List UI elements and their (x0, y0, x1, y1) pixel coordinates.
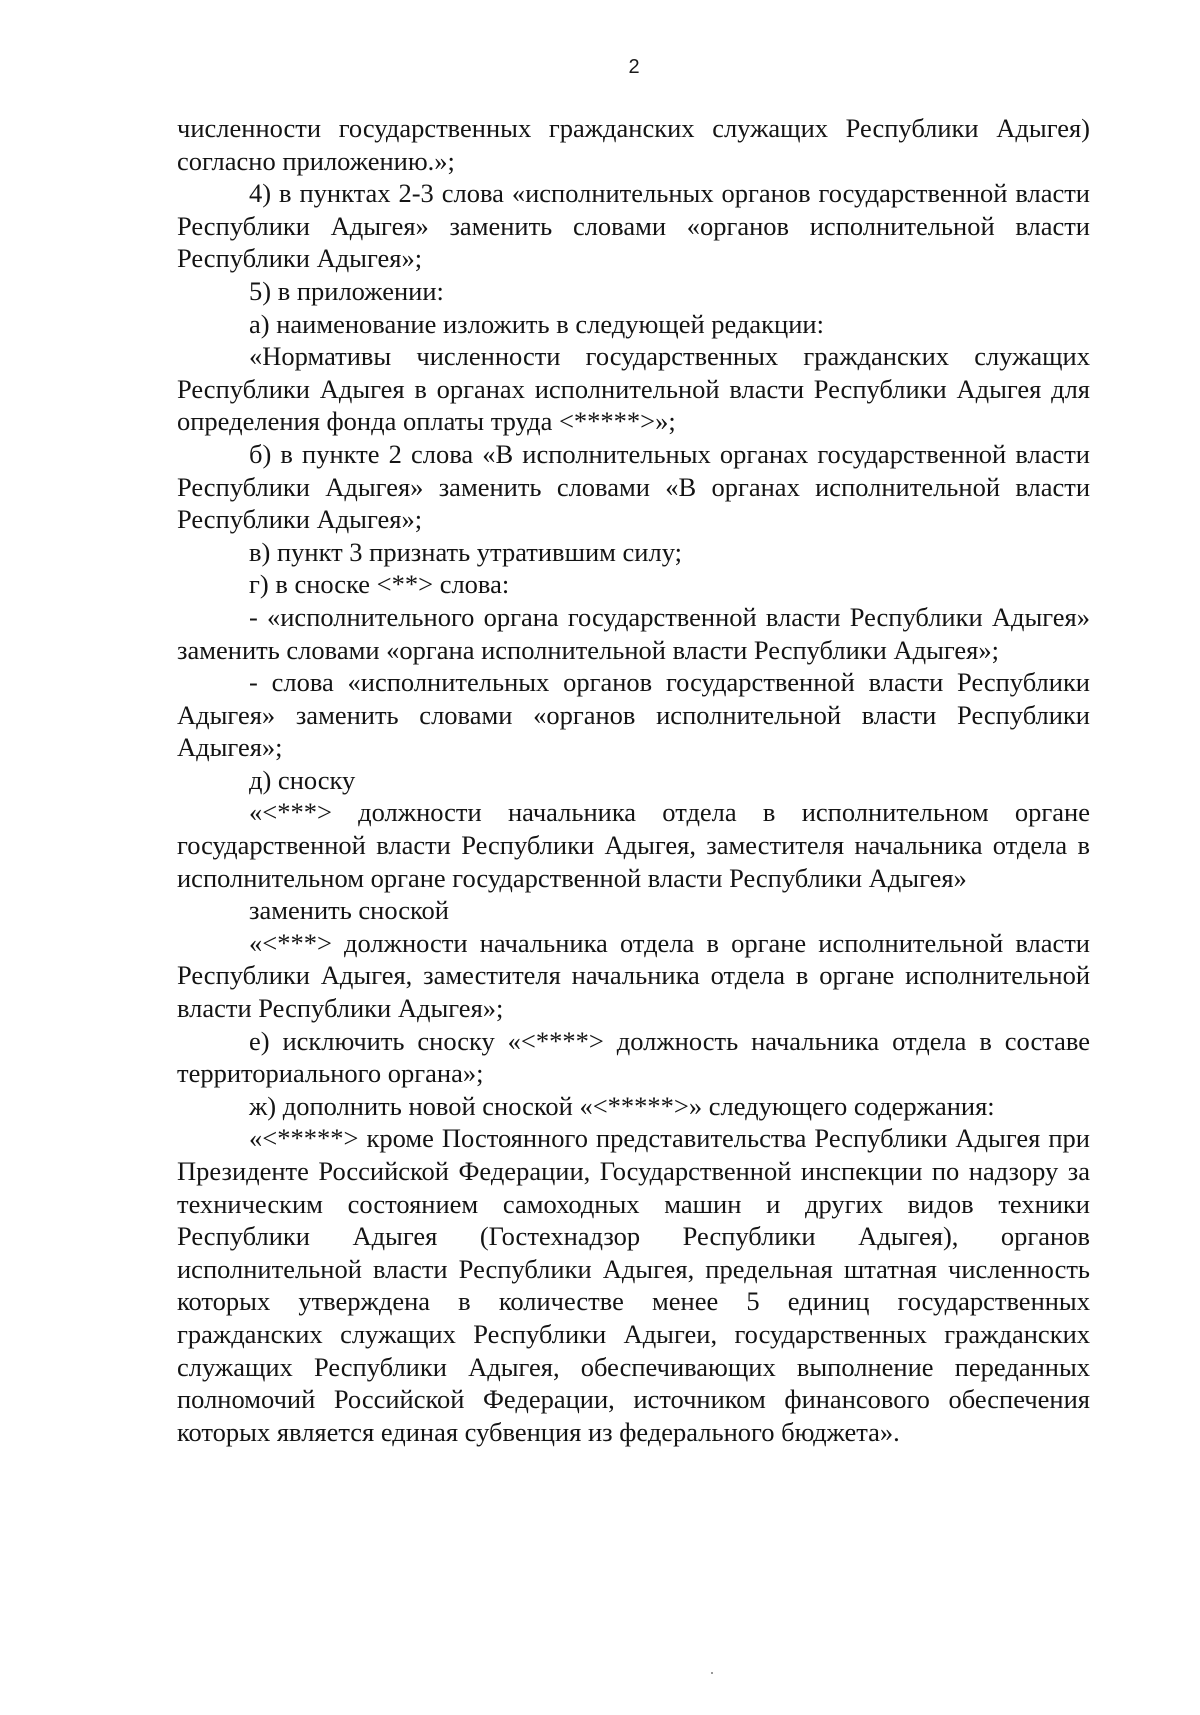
paragraph-subitem-v: в) пункт 3 признать утратившим силу; (249, 536, 682, 567)
paragraph-subitem-a: а) наименование изложить в следующей редакции: (249, 308, 824, 339)
paragraph-subitem-zh: ж) дополнить новой сноской «<*****>» следующего содержания: (249, 1090, 995, 1121)
paragraph-item-4: 4) в пунктах 2-3 слова «исполнительных органов государственной власти Республики Адыгея» заменить словами «органов исполнительной власти Республики Адыгея»; (177, 178, 1090, 274)
paragraph-new-footnote: «<***> должности начальника отдела в органе исполнительной власти Республики Адыгея, заместителя начальника отдела в органе исполнительной власти Республики Адыгея»; (177, 927, 1090, 1024)
scan-artifact-dot (711, 1672, 713, 1674)
paragraph-subitem-b: б) в пункте 2 слова «В исполнительных органах государственной власти Республики Адыгея» заменить словами «В органах исполнительной власти Республики Адыгея»; (177, 438, 1090, 535)
paragraph-item-5: 5) в приложении: (249, 275, 444, 306)
paragraph-dash-1: - «исполнительного органа государственной власти Республики Адыгея» заменить словами «органа исполнительной власти Республики Адыгея»; (177, 601, 1090, 665)
paragraph-subitem-e: е) исключить сноску «<****> должность начальника отдела в составе территориального органа»; (177, 1025, 1090, 1089)
paragraph-footnote-content: «<*****> кроме Постоянного представительства Республики Адыгея при Президенте Российской Федерации, Государственной инспекции по надзору за техническим состоянием самоходных машин и других видов техники Республики Адыгея (Гостехнадзор Республики Адыгея), органов исполнительной власти Республики Адыгея, предельная штатная численность которых утверждена в количестве менее 5 единиц государственных гражданских служащих Республики Адыгеи, государственных гражданских служащих Республики Адыгея, обеспечивающих выполнение переданных полномочий Российской Федерации, источником финансового обеспечения которых является единая субвенция из федерального бюджета». (177, 1123, 1090, 1447)
paragraph-old-footnote: «<***> должности начальника отдела в исполнительном органе государственной власти Республики Адыгея, заместителя начальника отдела в исполнительном органе государственной власти Республики Адыгея» (177, 797, 1090, 893)
paragraph-dash-2: - слова «исполнительных органов государственной власти Республики Адыгея» заменить словами «органов исполнительной власти Республики Адыгея»; (177, 667, 1090, 763)
paragraph-subitem-g: г) в сноске <**> слова: (249, 569, 510, 600)
page-number: 2 (628, 56, 640, 78)
paragraph-replace-footnote: заменить сноской (249, 895, 449, 926)
paragraph-1: численности государственных гражданских служащих Республики Адыгея) согласно приложению.»; (177, 113, 1090, 176)
paragraph-new-title: «Нормативы численности государственных гражданских служащих Республики Адыгея в органах исполнительной власти Республики Адыгея для определения фонда оплаты труда <*****>»; (177, 341, 1090, 437)
document-body (177, 112, 1090, 1448)
paragraph-subitem-d: д) сноску (249, 764, 356, 795)
